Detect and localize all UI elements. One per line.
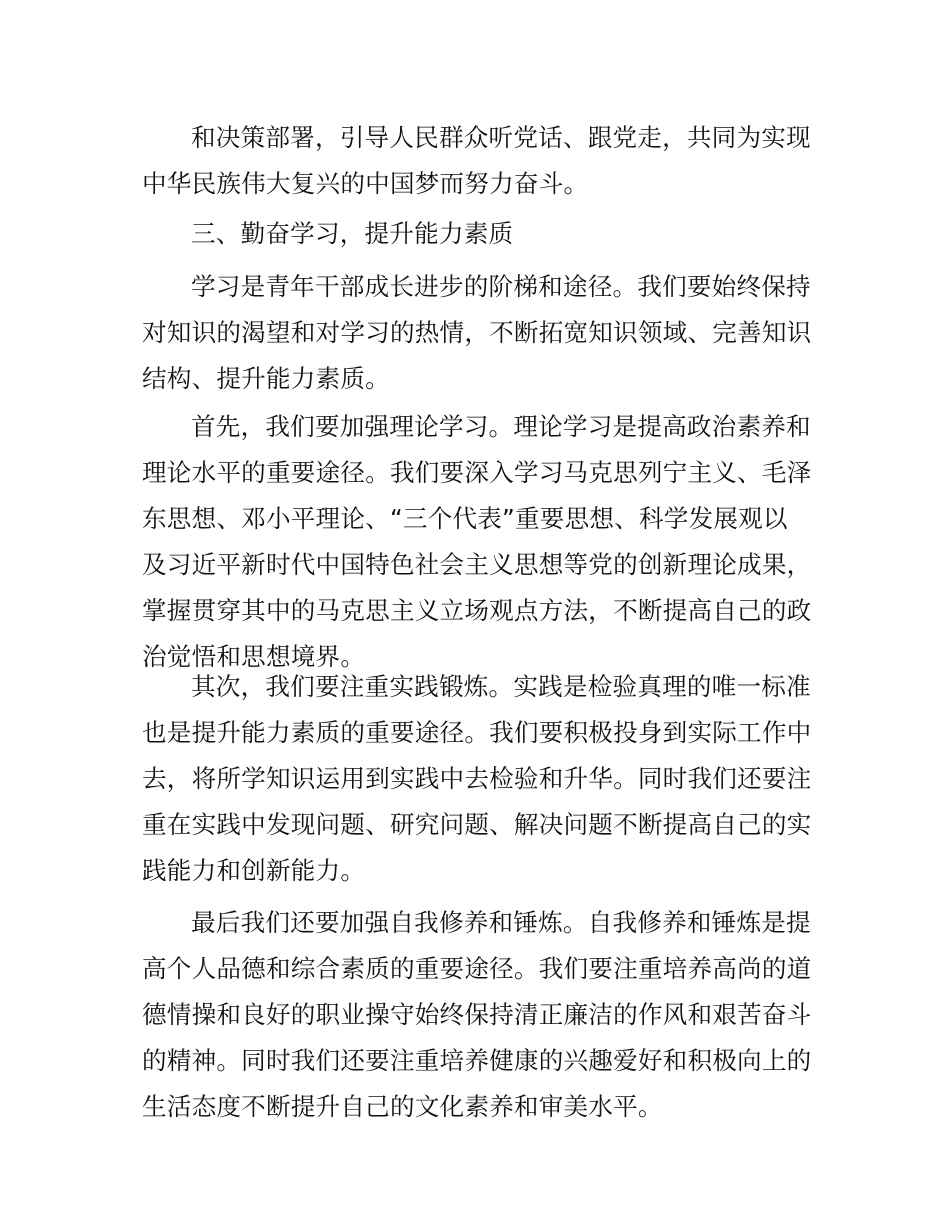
section-heading <box>142 211 513 257</box>
text-line: 生活态度不断提升自己的文化素养和审美水平。 <box>142 1092 663 1121</box>
text-line: 结构、提升能力素质。 <box>142 364 390 393</box>
text-line: 掌握贯穿其中的马克思主义立场观点方法，不断提高自己的政 <box>142 596 812 625</box>
paragraph-self-cultivation <box>142 900 811 1130</box>
text-line: 中华民族伟大复兴的中国梦而努力奋斗。 <box>142 169 589 198</box>
text-line: 高个人品德和综合素质的重要途径。我们要注重培养高尚的道 <box>142 954 812 983</box>
text-line: 东思想、邓小平理论、“三个代表”重要思想、科学发展观以 <box>142 504 788 533</box>
text-line: 也是提升能力素质的重要途径。我们要积极投身到实际工作中 <box>142 718 812 747</box>
paragraph-intro <box>142 264 811 402</box>
text-line: 践能力和创新能力。 <box>142 856 366 885</box>
text-line: 治觉悟和思想境界。 <box>142 642 366 671</box>
text-line: 及习近平新时代中国特色社会主义思想等党的创新理论成果， <box>142 550 812 579</box>
text-line: 理论水平的重要途径。我们要深入学习马克思列宁主义、毛泽 <box>142 458 812 487</box>
heading-text: 三、勤奋学习，提升能力素质 <box>191 219 514 248</box>
paragraph-practice <box>142 664 811 894</box>
text-line: 去，将所学知识运用到实践中去检验和升华。同时我们还要注 <box>142 764 812 793</box>
text-line: 和决策部署，引导人民群众听党话、跟党走，共同为实现 <box>191 123 811 152</box>
text-line: 对知识的渴望和对学习的热情，不断拓宽知识领域、完善知识 <box>142 318 812 347</box>
paragraph-continuation <box>142 115 811 207</box>
text-line: 其次，我们要注重实践锻炼。实践是检验真理的唯一标准 <box>191 672 811 701</box>
text-line: 重在实践中发现问题、研究问题、解决问题不断提高自己的实 <box>142 810 812 839</box>
text-line: 首先，我们要加强理论学习。理论学习是提高政治素养和 <box>191 412 811 441</box>
paragraph-theory-study <box>142 404 811 680</box>
text-line: 学习是青年干部成长进步的阶梯和途径。我们要始终保持 <box>191 272 811 301</box>
text-line: 的精神。同时我们还要注重培养健康的兴趣爱好和积极向上的 <box>142 1046 812 1075</box>
text-line: 德情操和良好的职业操守始终保持清正廉洁的作风和艰苦奋斗 <box>142 1000 812 1029</box>
text-line: 最后我们还要加强自我修养和锤炼。自我修养和锤炼是提 <box>191 908 811 937</box>
